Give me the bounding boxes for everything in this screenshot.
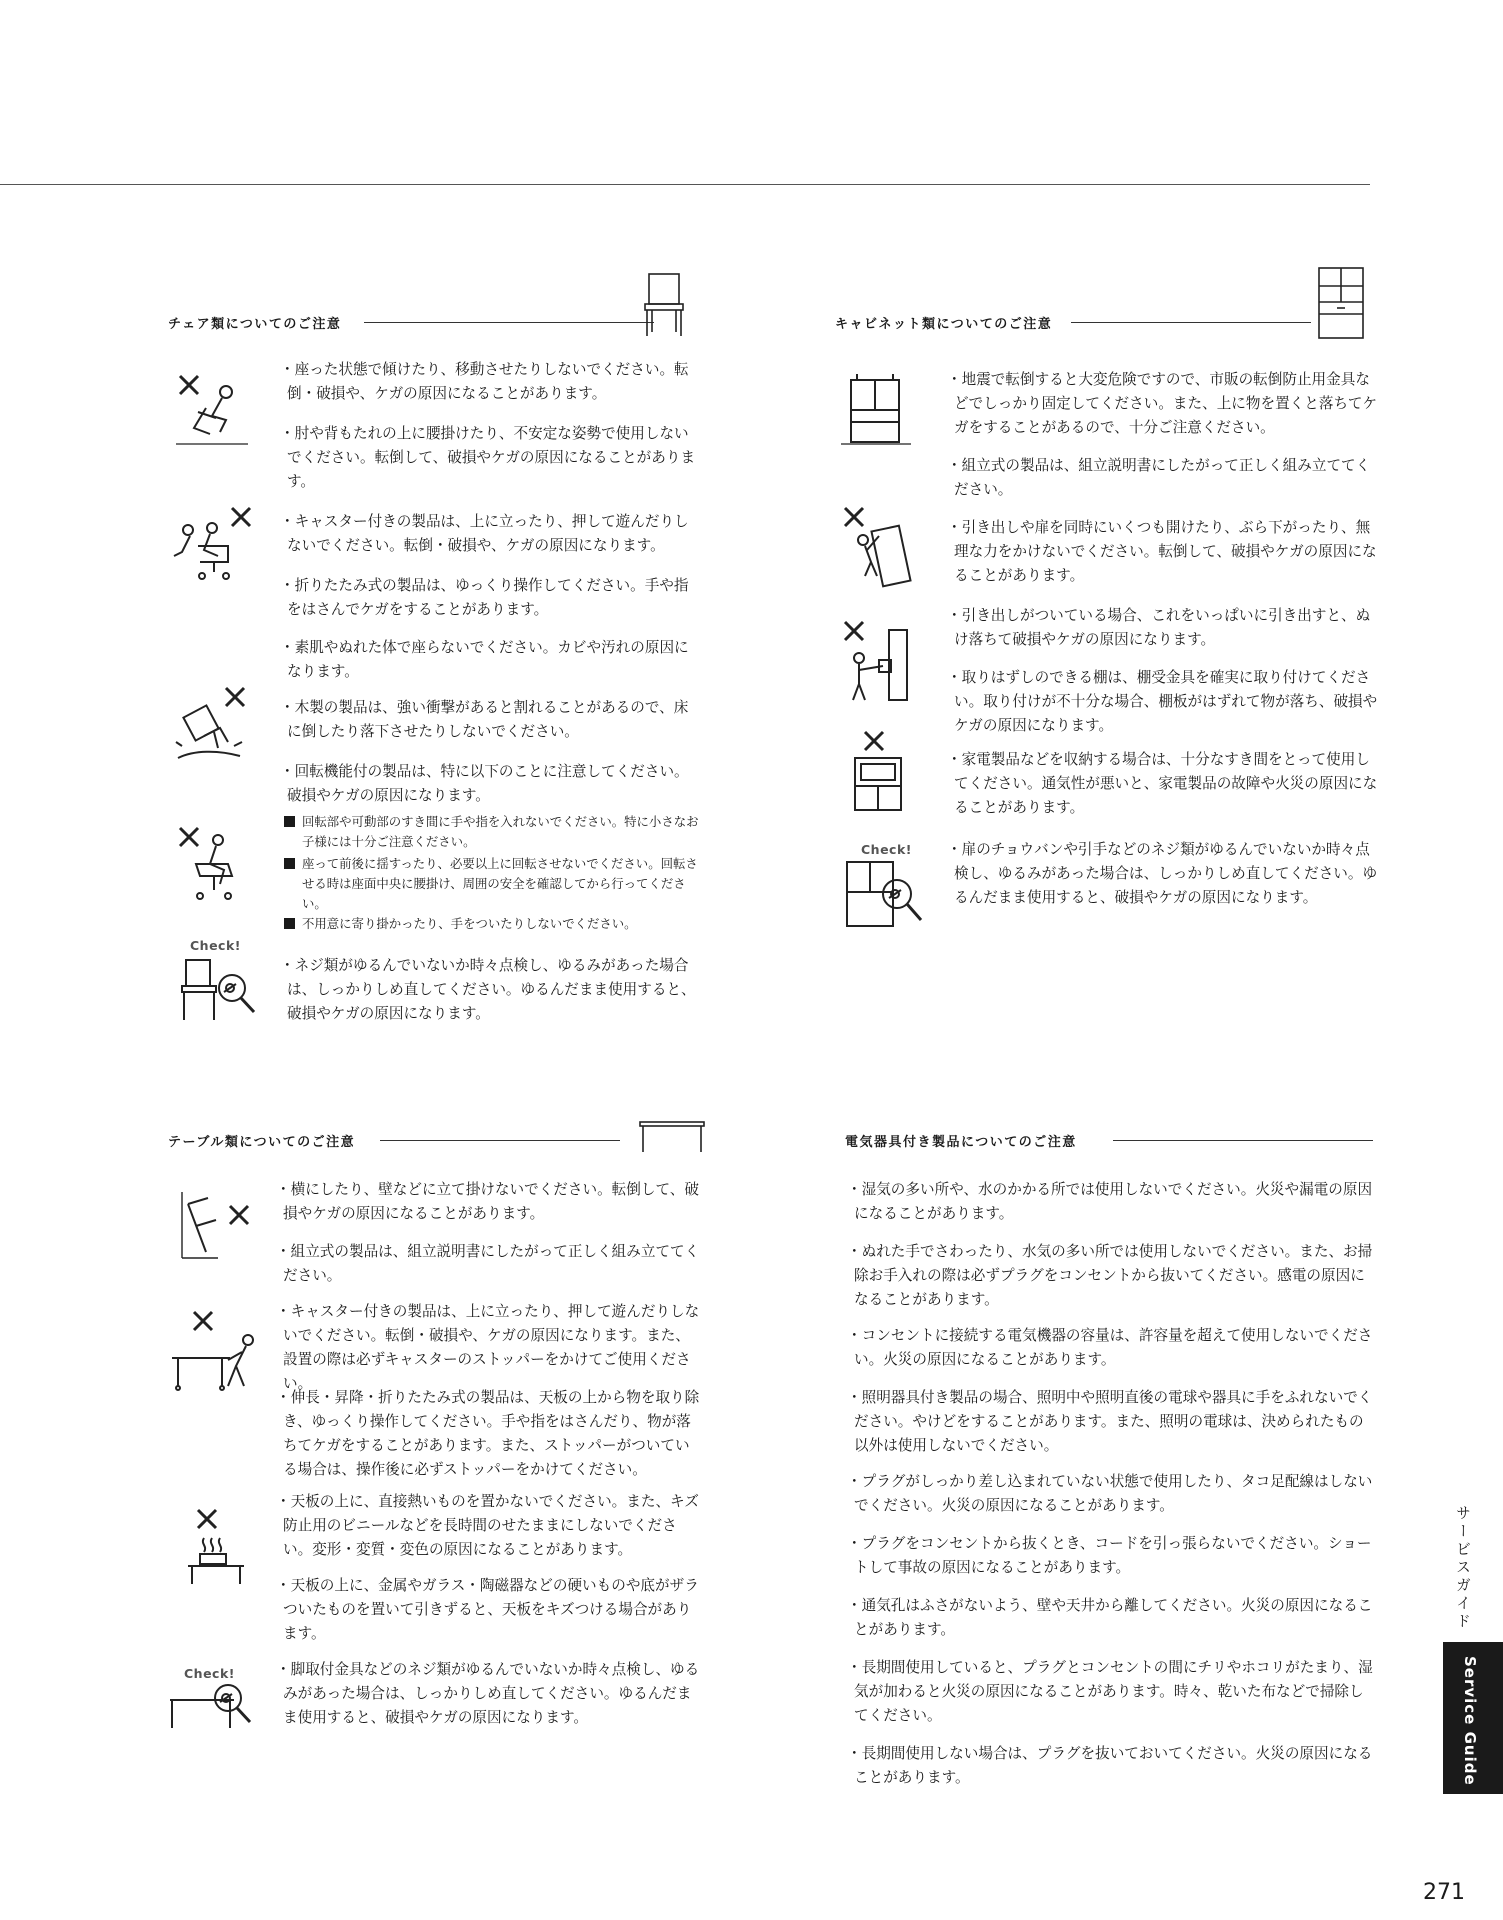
drawer-pull-warning-icon — [843, 620, 911, 704]
cabinet-check-label: Check! — [861, 842, 912, 857]
chair-item-5: ・素肌やぬれた体で座らないでください。カビや汚れの原因になります。 — [280, 639, 689, 680]
table-section-header — [168, 1128, 355, 1152]
electric-section-header — [845, 1128, 1077, 1152]
cabinet-icon — [1317, 266, 1365, 340]
side-tab-service-guide-jp: サービスガイド — [1454, 1505, 1472, 1631]
chair-note-2: 座って前後に揺すったり、必要以上に回転させないでください。回転させる時は座面中央に腰掛け、周囲の安全を確認してから行ってください。 — [284, 854, 702, 914]
section-rule — [364, 322, 654, 323]
electric-item-9: ・長期間使用しない場合は、プラグを抜いておいてください。火災の原因になることがあります。 — [847, 1745, 1373, 1786]
section-rule — [380, 1140, 620, 1141]
falling-chair-warning-icon — [174, 686, 254, 766]
page-number: 271 — [1423, 1880, 1465, 1905]
section-rule — [1071, 322, 1311, 323]
chair-section — [168, 310, 708, 1030]
bullet-square — [284, 858, 295, 869]
electric-item-5: ・プラグがしっかり差し込まれていない状態で使用したり、タコ足配線はしないでください。火災の原因になることがあります。 — [847, 1473, 1373, 1514]
cabinet-item-3: ・引き出しや扉を同時にいくつも開けたり、ぶら下がったり、無理な力をかけないでください。転倒して、破損やケガの原因になることがあります。 — [947, 519, 1377, 584]
chair-section-title: チェア類についてのご注意 — [168, 316, 342, 332]
table-item-2: ・組立式の製品は、組立説明書にしたがって正しく組み立ててください。 — [276, 1243, 700, 1284]
bullet-square — [284, 816, 295, 827]
chair-item-6: ・木製の製品は、強い衝撃があると割れることがあるので、床に倒したり落下させたりしないでください。 — [280, 699, 689, 740]
chair-item-4: ・折りたたみ式の製品は、ゆっくり操作してください。手や指をはさんでケガをすることがあります。 — [280, 577, 689, 618]
side-tab-service-guide — [1443, 1642, 1503, 1794]
electric-item-7: ・通気孔はふさがないよう、壁や天井から離してください。火災の原因になることがあります。 — [847, 1597, 1373, 1638]
electric-section-title: 電気器具付き製品についてのご注意 — [845, 1134, 1077, 1150]
table-item-1: ・横にしたり、壁などに立て掛けないでください。転倒して、破損やケガの原因になることがあります。 — [276, 1181, 699, 1222]
table-check-magnifier-icon — [168, 1680, 264, 1730]
chair-icon — [640, 272, 688, 336]
tipping-chair-warning-icon — [176, 372, 248, 446]
chair-note-3: 不用意に寄り掛かったり、手をついたりしないでください。 — [284, 914, 702, 934]
cabinet-item-1: ・地震で転倒すると大変危険ですので、市販の転倒防止用金具などでしっかり固定してください。また、上に物を置くと落ちてケガをすることがあるので、十分ご注意ください。 — [947, 371, 1378, 436]
chair-check-label: Check! — [190, 938, 241, 953]
table-item-5: ・天板の上に、直接熱いものを置かないでください。また、キズ防止用のビニールなどを長時間のせたままにしないでください。変形・変質・変色の原因になることがあります。 — [276, 1493, 699, 1558]
electric-item-1: ・湿気の多い所や、水のかかる所では使用しないでください。火災や漏電の原因になることがあります。 — [847, 1181, 1373, 1222]
table-section — [168, 1128, 708, 1748]
caster-chair-warning-icon — [172, 506, 256, 582]
cabinet-section — [835, 310, 1378, 950]
cabinet-item-6: ・家電製品などを収納する場合は、十分なすき間をとって使用してください。通気性が悪いと、家電製品の故障や火災の原因になることがあります。 — [947, 751, 1378, 816]
swivel-chair-warning-icon — [178, 824, 250, 906]
hot-item-table-warning-icon — [186, 1508, 246, 1584]
chair-section-header — [168, 310, 341, 334]
cabinet-item-4: ・引き出しがついている場合、これをいっぱいに引き出すと、ぬけ落ちて破損やケガの原因になります。 — [947, 607, 1371, 648]
table-item-6: ・天板の上に、金属やガラス・陶磁器などの硬いものや底がザラついたものを置いて引きずると、天板をキズつける場合があります。 — [276, 1577, 699, 1642]
side-tab-label: Service Guide — [1461, 1656, 1479, 1786]
chair-item-2: ・肘や背もたれの上に腰掛けたり、不安定な姿勢で使用しないでください。転倒して、破損やケガの原因になることがあります。 — [280, 425, 696, 490]
table-item-3: ・キャスター付きの製品は、上に立ったり、押して遊んだりしないでください。転倒・破損や、ケガの原因になります。また、設置の際は必ずキャスターのストッパーをかけてご使用ください。 — [276, 1303, 700, 1392]
chair-item-3: ・キャスター付きの製品は、上に立ったり、押して遊んだりしないでください。転倒・破損や、ケガの原因になります。 — [280, 513, 689, 554]
cabinet-check-magnifier-icon — [845, 860, 925, 930]
chair-item-7: ・回転機能付の製品は、特に以下のことに注意してください。破損やケガの原因になります。 — [280, 763, 689, 804]
cabinet-item-2: ・組立式の製品は、組立説明書にしたがって正しく組み立ててください。 — [947, 457, 1371, 498]
caster-table-warning-icon — [168, 1310, 264, 1392]
chair-note-1: 回転部や可動部のすき間に手や指を入れないでください。特に小さなお子様には十分ご注意ください。 — [284, 812, 702, 852]
table-check-label: Check! — [184, 1666, 235, 1681]
table-item-7: ・脚取付金具などのネジ類がゆるんでいないか時々点検し、ゆるみがあった場合は、しっかりしめ直してください。ゆるんだまま使用すると、破損やケガの原因になります。 — [276, 1661, 700, 1726]
leaning-table-warning-icon — [178, 1190, 254, 1260]
chair-item-1: ・座った状態で傾けたり、移動させたりしないでください。転倒・破損や、ケガの原因になることがあります。 — [280, 361, 689, 402]
electric-section — [845, 1128, 1385, 1788]
electric-item-8: ・長期間使用していると、プラグとコンセントの間にチリやホコリがたまり、湿気が加わると火災の原因になることがあります。時々、乾いた布などで掃除してください。 — [847, 1659, 1373, 1724]
cabinet-item-7: ・扉のチョウバンや引手などのネジ類がゆるんでいないか時々点検し、ゆるみがあった場合は、しっかりしめ直してください。ゆるんだまま使用すると、破損やケガの原因になります。 — [947, 841, 1378, 906]
cabinet-item-5: ・取りはずしのできる棚は、棚受金具を確実に取り付けてください。取り付けが不十分な場合、棚板がはずれて物が落ち、破損やケガの原因になります。 — [947, 669, 1378, 734]
electric-item-6: ・プラグをコンセントから抜くとき、コードを引っ張らないでください。ショートして事故の原因になることがあります。 — [847, 1535, 1372, 1576]
chair-check-magnifier-icon — [180, 958, 258, 1024]
appliance-cabinet-warning-icon — [851, 730, 905, 812]
electric-item-4: ・照明器具付き製品の場合、照明中や照明直後の電球や器具に手をふれないでください。やけどをすることがあります。また、照明の電球は、決められたもの以外は使用しないでください。 — [847, 1389, 1373, 1454]
section-rule — [1113, 1140, 1373, 1141]
electric-item-3: ・コンセントに接続する電気機器の容量は、許容量を超えて使用しないでください。火災の原因になることがあります。 — [847, 1327, 1373, 1368]
table-section-title: テーブル類についてのご注意 — [168, 1134, 356, 1150]
cabinet-fix-icon — [841, 372, 911, 448]
table-icon — [638, 1120, 706, 1154]
chair-item-8: ・ネジ類がゆるんでいないか時々点検し、ゆるみがあった場合は、しっかりしめ直してください。ゆるんだまま使用すると、破損やケガの原因になります。 — [280, 957, 696, 1022]
cabinet-section-title: キャビネット類についてのご注意 — [835, 316, 1053, 332]
cabinet-section-header — [835, 310, 1052, 334]
hanging-cabinet-warning-icon — [843, 506, 909, 588]
electric-item-2: ・ぬれた手でさわったり、水気の多い所では使用しないでください。また、お掃除お手入れの際は必ずプラグをコンセントから抜いてください。感電の原因になることがあります。 — [847, 1243, 1373, 1308]
table-item-4: ・伸長・昇降・折りたたみ式の製品は、天板の上から物を取り除き、ゆっくり操作してください。手や指をはさんだり、物が落ちてケガをすることがあります。また、ストッパーがついている場合は、操作後に必ずストッパーをかけてください。 — [276, 1389, 700, 1478]
bullet-square — [284, 918, 295, 929]
top-rule — [0, 184, 1370, 185]
